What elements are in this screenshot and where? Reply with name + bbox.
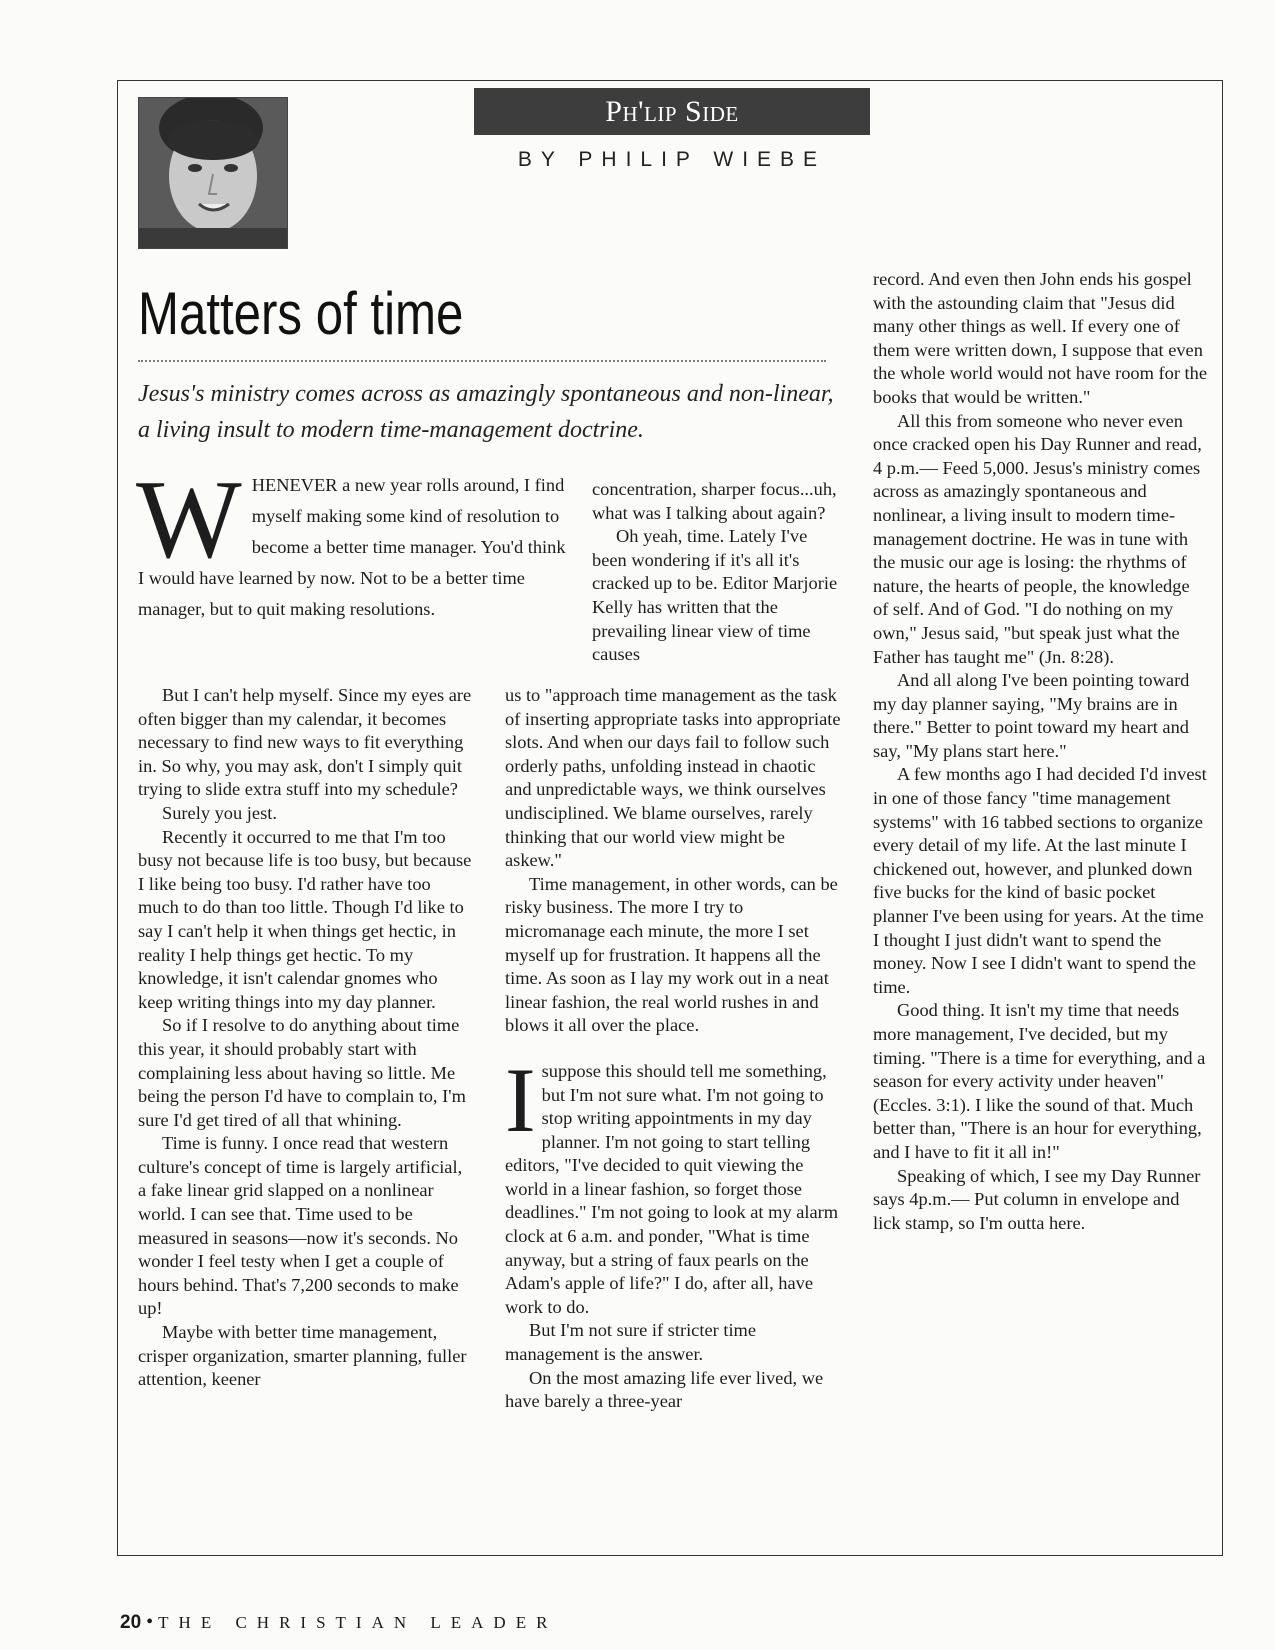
paragraph: All this from someone who never even once cracked open his Day Runner and read, 4 p.m.— Feed 5,000. Jesus's ministry comes across as amazingly spontaneous and nonlinear, a living insult to modern time-management doctrine. He was in tune with the music our age is losing: the rhythms of nature, the hearts of people, the knowledge of self. And of God. "I do nothing on my own," Jesus said, "but speak just what the Father has taught me" (Jn. 8:28).	[873, 410, 1202, 667]
column-3	[873, 268, 1209, 1235]
paragraph: Oh yeah, time. Lately I've been wondering if it's all it's cracked up to be. Editor Marjorie Kelly has written that the prevailing linear view of time causes	[592, 526, 838, 665]
paragraph: So if I resolve to do anything about time this year, it should probably start with complaining less about having so little. Me being the person I'd have to complain to, I'm sure I'd get tired of all that whining.	[138, 1015, 466, 1130]
paragraph: Maybe with better time management, crisper organization, smarter planning, fuller attention, keener	[138, 1322, 467, 1390]
drop-cap-i: I	[505, 1048, 536, 1151]
paragraph: Speaking of which, I see my Day Runner says 4p.m.— Put column in envelope and lick stamp, so I'm outta here.	[873, 1165, 1201, 1233]
magazine-name: THE CHRISTIAN LEADER	[158, 1613, 558, 1632]
paragraph: But I can't help myself. Since my eyes are often bigger than my calendar, it becomes necessary to find new ways to fit everything in. So why, you may ask, don't I simply quit trying to slide extra stuff into my schedule?	[138, 685, 472, 800]
paragraph: suppose this should tell me something, but I'm not sure what. I'm not going to stop writing appointments in my day planner. I'm not going to start telling editors, "I've decided to quit viewing the world in a linear fashion, so forget those deadlines." I'm not going to look at my alarm clock at 6 a.m. and ponder, "What is time anyway, but a string of faux pearls on the Adam's apple of life?" I do, after all, have work to do.	[505, 1060, 839, 1317]
author-photo	[138, 97, 288, 249]
column-title: Ph'lip Side	[605, 95, 739, 128]
paragraph: A few months ago I had decided I'd invest in one of those fancy "time management systems" with 16 tabbed sections to organize every detail of my life. At the last minute I chickened out, however, and plunked down five bucks for the kind of basic pocket planner I've been using for years. At the time I thought I just didn't want to spend the money. Now I see I didn't want to spend the time.	[873, 764, 1207, 997]
dotted-divider	[138, 360, 826, 362]
paragraph: Good thing. It isn't my time that needs more management, I've decided, but my timing. "There is a time for everything, and a season for every activity under heaven" (Eccles. 3:1). I like the sound of that. Much better than, "There is an hour for everything, and I have to fit it all in!"	[873, 1000, 1206, 1162]
paragraph: Time is funny. I once read that western culture's concept of time is largely artificial, a fake linear grid slapped on a nonlinear world. I can see that. Time used to be measured in seasons—now it's seconds. No wonder I feel testy when I get a couple of hours behind. That's 7,200 seconds to make up!	[138, 1133, 463, 1319]
paragraph: But I'm not sure if stricter time management is the answer.	[505, 1320, 757, 1365]
column-2	[505, 684, 841, 1414]
intro-text: HENEVER a new year rolls around, I find myself making some kind of resolution to become a better time manager. You'd think I would have learned by now. Not to be a better time manager, but to quit making resolutions.	[138, 475, 566, 619]
page-footer	[120, 1611, 557, 1634]
page-number: 20	[120, 1612, 142, 1633]
paragraph: Surely you jest.	[162, 802, 277, 823]
paragraph: Time management, in other words, can be risky business. The more I try to micromanage each minute, the more I set myself up for frustration. It happens all the time. As soon as I lay my work out in a neat linear fashion, the real world rushes in and blows it all over the place.	[505, 873, 838, 1036]
column-banner	[474, 88, 870, 135]
paragraph: us to "approach time management as the task of inserting appropriate tasks into appropriate slots. And when our days fail to follow such orderly paths, unfolding instead in chaotic and unpredictable ways, we think ourselves undisciplined. We blame ourselves, rarely thinking that our world view might be askew."	[505, 685, 841, 871]
footer-separator: •	[146, 1611, 154, 1633]
paragraph: On the most amazing life ever lived, we have barely a three-year	[505, 1367, 824, 1412]
paragraph: And all along I've been pointing toward my day planner saying, "My brains are in there." Better to point toward my heart and say, "My plans start here."	[873, 670, 1190, 761]
article-headline: Matters of time	[138, 280, 464, 347]
paragraph: Recently it occurred to me that I'm too busy not because life is too busy, but because I like being too busy. I'd rather have too much to do than too little. Though I'd like to say I can't help it when things get hectic, in reality I help things get hectic. To my knowledge, it isn't calendar gnomes who keep writing things into my day planner.	[138, 826, 472, 1012]
article-intro	[136, 458, 568, 625]
paragraph: concentration, sharper focus...uh, what was I talking about again?	[592, 479, 837, 523]
byline: BY PHILIP WIEBE	[517, 148, 827, 171]
article-deck: Jesus's ministry comes across as amazingly spontaneous and non-linear, a living insult to modern time-management doctrine.	[138, 381, 834, 443]
column-1	[138, 684, 474, 1392]
paragraph: record. And even then John ends his gospel with the astounding claim that "Jesus did many other things as well. If every one of them were written down, I suppose that even the whole world would not have room for the books that would be written."	[873, 269, 1208, 407]
drop-cap-w: W	[136, 458, 242, 582]
column-2-top	[592, 478, 842, 667]
